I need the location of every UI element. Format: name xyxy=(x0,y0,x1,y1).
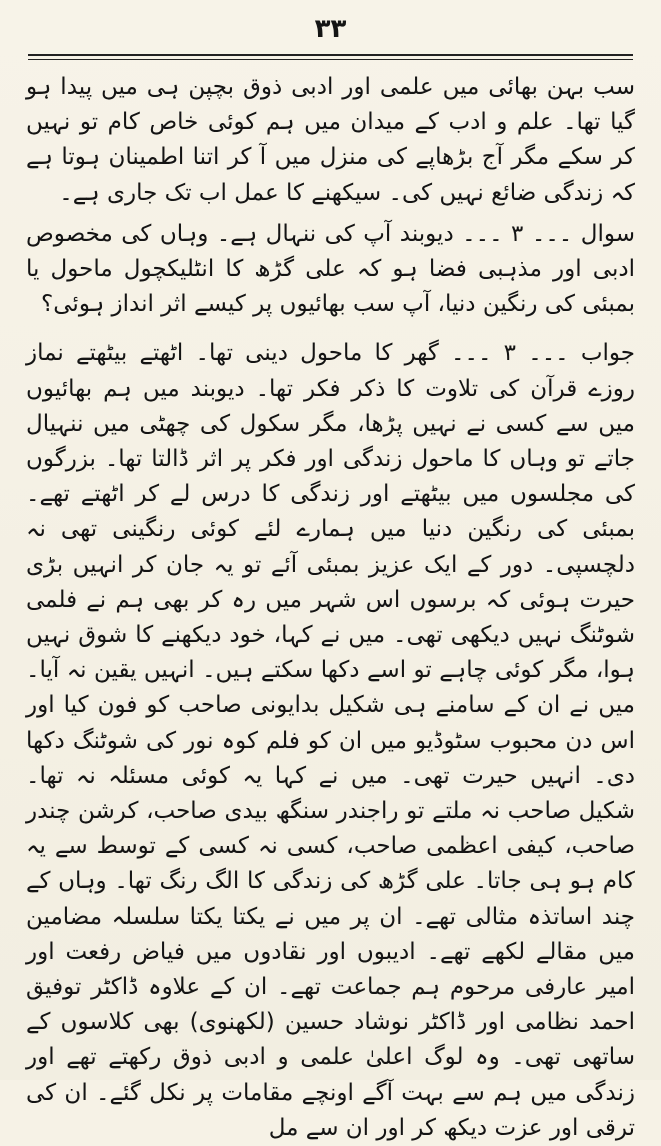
paragraph-answer: جواب ۔۔۔ ۳ ۔۔۔ گھر کا ماحول دینی تھا۔ اٹھتے بیٹھتے نماز روزے قرآن کی تلاوت کا ذکر فکر تھا۔ دیوبند میں ہم بھائیوں میں سے کسی نے نہیں پڑھا، مگر سکول کی چھٹی میں ننہیال جاتے تو وہاں کا ماحول زندگی اور فکر پر اثر ڈالتا تھا۔ بزرگوں کی مجلسوں میں بیٹھتے اور زندگی کا درس لے کر اٹھتے تھے۔ بمبئی کی رنگین دنیا میں ہمارے لئے کوئی رنگینی تھی نہ دلچسپی۔ دور کے ایک عزیز بمبئی آئے تو یہ جان کر انہیں بڑی حیرت ہوئی کہ برسوں اس شہر میں رہ کر بھی ہم نے فلمی شوٹنگ نہیں دیکھی تھی۔ میں نے کہا، خود دیکھنے کا شوق نہیں ہوا، مگر کوئی چاہے تو اسے دکھا سکتے ہیں۔ انہیں یقین نہ آیا۔ میں نے ان کے سامنے ہی شکیل بدایونی صاحب کو فون کیا اور اس دن محبوب سٹوڈیو میں ان کو فلم کوہ نور کی شوٹنگ دکھا دی۔ انہیں حیرت تھی۔ میں نے کہا یہ کوئی مسئلہ نہ تھا۔ شکیل صاحب نہ ملتے تو راجندر سنگھ بیدی صاحب، کرشن چندر صاحب، کیفی اعظمی صاحب، کسی نہ کسی کے توسط سے یہ کام ہو ہی جاتا۔ علی گڑھ کی زندگی کا الگ رنگ تھا۔ وہاں کے چند اساتذہ مثالی تھے۔ ان پر میں نے یکتا یکتا سلسلہ مضامین میں مقالے لکھے تھے۔ ادیبوں اور نقادوں میں فیاض رفعت اور امیر عارفی مرحوم ہم جماعت تھے۔ ان کے علاوہ ڈاکٹر توفیق احمد نظامی اور ڈاکٹر نوشاد حسین (لکھنوی) بھی کلاسوں کے ساتھی تھی۔ وہ لوگ اعلیٰ علمی و ادبی ذوق رکھتے تھے اور زندگی میں ہم سے بہت آگے اونچے مقامات پر نکل گئے۔ ان کی ترقی اور عزت دیکھ کر اور ان سے مل xyxy=(26,340,635,1141)
page-number: ۳۳ xyxy=(314,14,347,44)
paragraph-question: سوال ۔۔۔ ۳ ۔۔۔ دیوبند آپ کی ننہال ہے۔ وہاں کی مخصوص ادبی اور مذہبی فضا ہو کہ علی گڑھ کا انٹلیکچول ماحول یا بمبئی کی رنگین دنیا، آپ سب بھائیوں پر کیسے اثر انداز ہوئی؟ xyxy=(26,220,635,318)
header-rule xyxy=(28,54,633,56)
header-rule-thin xyxy=(28,59,633,60)
page-body xyxy=(26,70,635,1146)
spacer xyxy=(26,322,635,336)
paragraph-intro: سب بہن بھائی میں علمی اور ادبی ذوق بچپن ہی میں پیدا ہو گیا تھا۔ علم و ادب کے میدان میں ہم کوئی خاص کام تو نہیں کر سکے مگر آج بڑھاپے کی منزل میں آ کر اتنا اطمینان ہوتا ہے کہ زندگی ضائع نہیں کی۔ سیکھنے کا عمل اب تک جاری ہے۔ xyxy=(26,74,635,206)
